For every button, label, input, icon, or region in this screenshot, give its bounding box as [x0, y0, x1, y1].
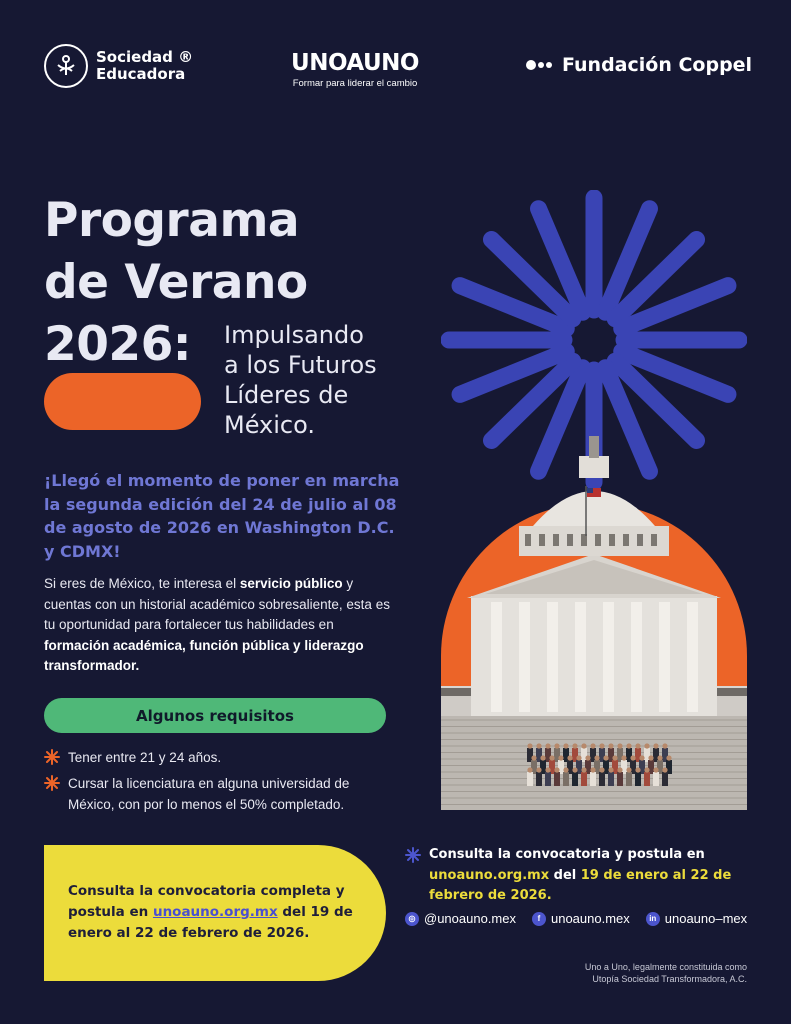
linkedin-handle: unoauno–mex [664, 911, 748, 926]
requirement-text-2: Cursar la licenciatura en alguna universidad de México, con por lo menos el 50% completado. [68, 776, 350, 812]
fundacion-dots-icon [526, 59, 554, 71]
legal-line1: Uno a Uno, legalmente constituida como [584, 962, 747, 972]
fundacion-coppel-logo [526, 54, 752, 76]
subtitle-line1: Impulsando [224, 321, 364, 349]
orange-star-bullet-icon [44, 775, 60, 791]
cta-right [405, 845, 750, 907]
title-line2: de Verano [44, 255, 308, 310]
description-paragraph [44, 574, 394, 677]
cta-right-dates: 19 de enero al 22 de febrero de 2026. [429, 867, 732, 903]
description-part2: y cuentas con un historial académico sobresaliente, esta es tu oportunidad para fortalecer tus habilidades en [44, 576, 390, 632]
cta-right-url[interactable]: unoauno.org.mx [429, 867, 550, 883]
facebook-handle: unoauno.mex [550, 911, 630, 926]
cta-yellow-text [68, 881, 368, 944]
description-bold2: formación académica, función pública y liderazgo transformador. [44, 637, 364, 673]
decorative-orange-pill [44, 373, 201, 430]
unoauno-wordmark: UNOAUNO [291, 50, 419, 76]
title-line1: Programa [44, 193, 300, 248]
unoauno-tagline: Formar para liderar el cambio [292, 78, 418, 89]
orange-star-bullet-icon [44, 749, 60, 765]
cta-yellow-link[interactable]: unoauno.org.mx [152, 904, 278, 920]
sociedad-educadora-logo-icon [44, 44, 88, 88]
cta-yellow-part1: Consulta la convocatoria completa y postula en [68, 883, 345, 920]
facebook-icon: f [532, 912, 546, 926]
requirement-item [44, 747, 394, 768]
requirements-heading: Algunos requisitos [44, 698, 386, 733]
facebook-link[interactable] [532, 911, 630, 926]
description-bold1: servicio público [239, 576, 343, 591]
instagram-handle: @unoauno.mex [424, 911, 516, 926]
linkedin-link[interactable] [646, 911, 747, 926]
capitol-photo [441, 426, 747, 810]
sociedad-line1: Sociedad ® [96, 48, 194, 66]
cta-right-part2: del [549, 867, 581, 883]
legal-line2: Utopía Sociedad Transformadora, A.C. [592, 974, 747, 984]
subtitle-line4: México. [224, 411, 316, 439]
sociedad-line2: Educadora [96, 65, 186, 83]
page-subtitle [224, 320, 377, 440]
fundacion-coppel-name: Fundación Coppel [562, 54, 753, 76]
linkedin-icon: in [646, 912, 660, 926]
cta-yellow-part2: del 19 de enero al 22 de febrero de 2026. [68, 904, 353, 941]
social-links [405, 911, 757, 926]
instagram-icon: ◎ [405, 912, 419, 926]
sociedad-educadora-logo [44, 44, 193, 88]
subtitle-line2: a los Futuros [224, 351, 377, 379]
requirement-item [44, 773, 394, 815]
blue-star-bullet-icon [405, 847, 421, 863]
title-line3: 2026: [44, 317, 192, 372]
legal-notice [540, 961, 747, 985]
requirement-text-1: Tener entre 21 y 24 años. [68, 750, 222, 765]
subtitle-line3: Líderes de [224, 381, 349, 409]
cta-right-part1: Consulta la convocatoria y postula en [429, 847, 705, 862]
description-part1: Si eres de México, te interesa el [44, 576, 240, 591]
highlight-text: ¡Llegó el momento de poner en marcha la segunda edición del 24 de julio al 08 de agosto de 2026 en Washington D.C. y CDMX! [44, 471, 400, 561]
instagram-link[interactable] [405, 911, 516, 926]
unoauno-logo [282, 48, 428, 90]
